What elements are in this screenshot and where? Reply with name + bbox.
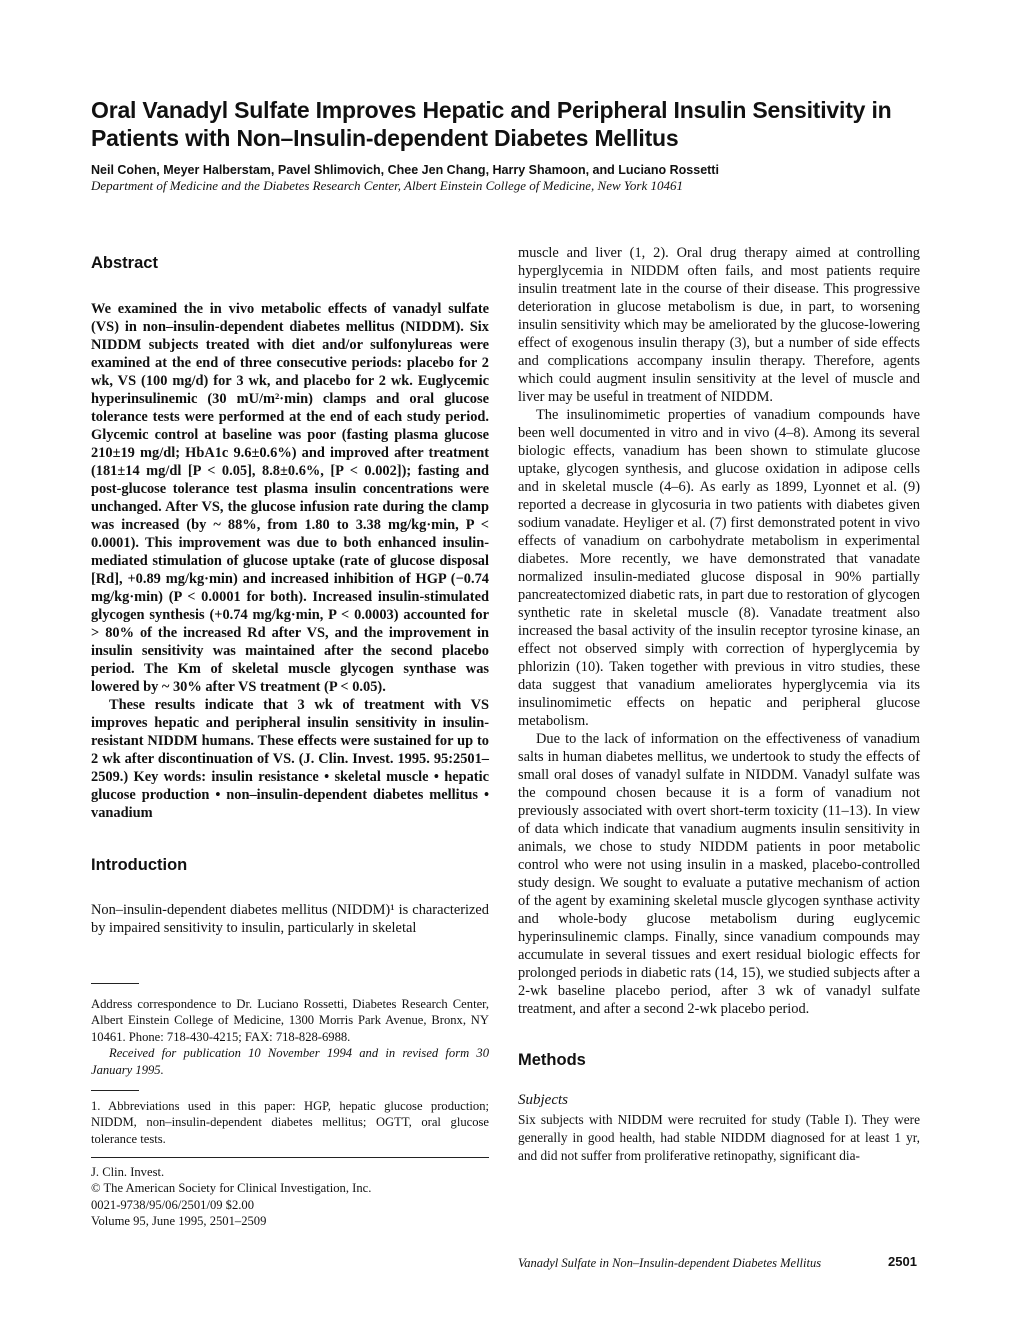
correspondence-footnote [91,996,489,1078]
volume-text: Volume 95, June 1995, 2501–2509 [91,1214,267,1229]
abstract-paragraph: We examined the in vivo metabolic effects of vanadyl sulfate (VS) in non–insulin-dependent diabetes mellitus (NIDDM). Six NIDDM subjects treated with diet and/or sulfonylureas were examined at the end of three consecutive periods: placebo for 2 wk, VS (100 mg/d) for 3 wk, and placebo for 2 wk. Euglycemic hyperinsulinemic (30 mU/m²·min) clamps and oral glucose tolerance tests were performed at the end of each study period. Glycemic control at baseline was poor (fasting plasma glucose 210±19 mg/dl; HbA1c 9.6±0.6%) and improved after treatment (181±14 mg/dl [P < 0.05], 8.8±0.6%, [P < 0.002]); fasting and post-glucose tolerance test plasma insulin concentrations were unchanged. After VS, the glucose infusion rate during the clamp was increased (by ~ 88%, from 1.80 to 3.38 mg/kg·min, P < 0.0001). This improvement was due to both enhanced insulin-mediated stimulation of glucose uptake (rate of glucose disposal [Rd], +0.89 mg/kg·min) and increased inhibition of HGP (−0.74 mg/kg·min) (P < 0.0001 for both). Increased insulin-stimulated glycogen synthesis (+0.74 mg/kg·min, P < 0.0003) accounted for > 80% of the increased Rd after VS, and the improvement in insulin sensitivity was maintained after the second placebo period. The Km of skeletal muscle glycogen synthase was lowered by ~ 30% after VS treatment (P < 0.05). [91,301,489,695]
right-column [518,244,920,1165]
subjects-subheading: Subjects [518,1092,568,1108]
footnote-divider [91,983,139,984]
subjects-paragraph: Six subjects with NIDDM were recruited for study (Table I). They were generally in good health, had stable NIDDM diagnosed for at least 1 yr, and did not suffer from proliferative retinopathy, significant dia- [518,1112,920,1163]
abstract-body [91,300,489,822]
footnote-divider [91,1157,489,1158]
body-paragraph: Due to the lack of information on the effectiveness of vanadium salts in human diabetes mellitus, we undertook to study the effects of small oral doses of vanadyl sulfate in NIDDM. Vanadyl sulfate was the compound chosen because it is a form of vanadium not previously associated with overt short-term toxicity (11–13). In view of data which indicate that vanadium augments insulin sensitivity in animals, we chose to study NIDDM patients in poor metabolic control who were not using insulin in a masked, placebo-controlled study design. We sought to evaluate a putative mechanism of action of the agent by examining skeletal muscle glycogen synthase activity and whole-body glucose metabolism during euglycemic hyperinsulinemic clamps. Finally, since vanadium compounds may accumulate in several tissues and exert residual biologic effects for prolonged periods in diabetic rats (14, 15), we studied subjects after a 2-wk baseline placebo period, after 3 wk of vanadyl sulfate treatment, and after a second 2-wk placebo period. [518,731,920,1017]
issn-text: 0021-9738/95/06/2501/09 $2.00 [91,1197,255,1212]
body-paragraph: muscle and liver (1, 2). Oral drug therapy aimed at controlling hyperglycemia in NIDDM often fails, and most patients require insulin treatment late in the course of their disease. This progressive deterioration in glucose metabolism is due, in part, to worsening insulin sensitivity which may be ameliorated by the glucose-lowering effect of exogenous insulin therapy (3), but a number of side effects and complications accompany insulin therapy. Therefore, agents which could augment insulin sensitivity at the level of muscle and liver may be useful in treatment of NIDDM. [518,245,920,405]
introduction-heading: Introduction [91,856,188,874]
author-list: Neil Cohen, Meyer Halberstam, Pavel Shlimovich, Chee Jen Chang, Harry Shamoon, and Luciano Rossetti [91,163,719,177]
abstract-paragraph: These results indicate that 3 wk of treatment with VS improves hepatic and peripheral insulin sensitivity in insulin-resistant NIDDM humans. These effects were sustained for up to 2 wk after discontinuation of VS. (J. Clin. Invest. 1995. 95:2501–2509.) Key words: insulin resistance • skeletal muscle • hepatic glucose production • non–insulin-dependent diabetes mellitus • vanadium [91,697,489,821]
page-number: 2501 [888,1254,917,1269]
introduction-body [91,901,489,937]
copyright-text: © The American Society for Clinical Investigation, Inc. [91,1181,372,1196]
methods-heading: Methods [518,1051,586,1069]
journal-info [91,1164,489,1230]
abstract-heading: Abstract [91,254,158,272]
body-paragraph: The insulinomimetic properties of vanadium compounds have been well documented in vitro and in vivo (4–8). Among its several biologic effects, vanadium has been shown to stimulate glucose uptake, glycogen synthesis, and glucose oxidation in adipose cells and in skeletal muscle (4–6). As early as 1899, Lyonnet et al. (9) reported a decrease in glycosuria in two patients with diabetes given sodium vanadate. Heyliger et al. (7) first demonstrated potent in vivo effects of vanadium on carbohydrate metabolism in experimental diabetes. More recently, we have demonstrated that vanadate normalized insulin-mediated glucose disposal in 90% partially pancreatectomized diabetic rats, in part due to restoration of glycogen synthetic rate in skeletal muscle (8). Vanadate treatment also increased the basal activity of the insulin receptor tyrosine kinase, an effect not observed simply with correction of hyperglycemia by phlorizin (10). Taken together with previous in vitro studies, these data suggest that vanadium ameliorates hyperglycemia via its insulinomimetic effects on hepatic and peripheral glucose metabolism. [518,407,920,729]
footnote-divider [91,1090,139,1091]
journal-name: J. Clin. Invest. [91,1165,165,1179]
left-column [91,252,489,937]
abbreviations-footnote [91,1098,489,1147]
introduction-paragraph: Non–insulin-dependent diabetes mellitus (NIDDM)¹ is characterized by impaired sensitivity to insulin, particularly in skeletal [91,902,489,936]
received-text: Received for publication 10 November 1994 and in revised form 30 January 1995. [91,1046,489,1077]
affiliation: Department of Medicine and the Diabetes Research Center, Albert Einstein College of Medicine, New York 10461 [91,178,683,193]
article-title: Oral Vanadyl Sulfate Improves Hepatic and Peripheral Insulin Sensitivity in Patients with Non–Insulin-dependent Diabetes Mellitus [91,97,892,151]
running-title: Vanadyl Sulfate in Non–Insulin-dependent Diabetes Mellitus [518,1256,822,1270]
abbreviations-text: 1. Abbreviations used in this paper: HGP, hepatic glucose production; NIDDM, non–insulin-dependent diabetes mellitus; OGTT, oral glucose tolerance tests. [91,1099,489,1146]
correspondence-text: Address correspondence to Dr. Luciano Rossetti, Diabetes Research Center, Albert Einstein College of Medicine, 1300 Morris Park Avenue, Bronx, NY 10461. Phone: 718-430-4215; FAX: 718-828-6988. [91,997,489,1044]
